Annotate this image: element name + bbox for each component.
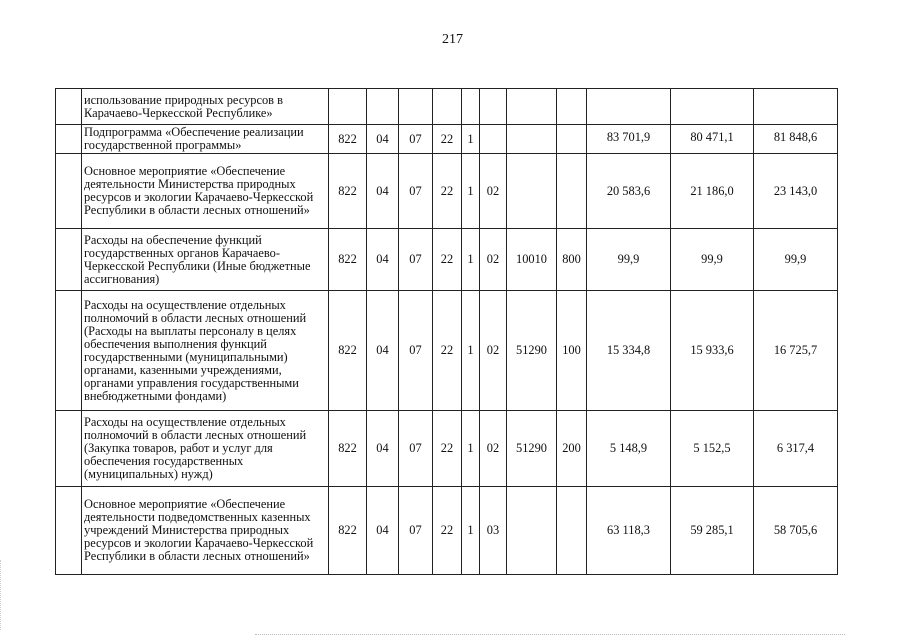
code-section: 04 xyxy=(367,487,399,575)
code-section xyxy=(367,89,399,125)
amount-year-3: 16 725,7 xyxy=(754,291,838,411)
code-program: 22 xyxy=(433,125,462,154)
amount-year-1: 5 148,9 xyxy=(587,411,671,487)
code-program: 22 xyxy=(433,229,462,291)
amount-year-1: 83 701,9 xyxy=(587,125,671,154)
row-description: Основное мероприятие «Обеспечение деятельности Министерства природных ресурсов и экологии Карачаево-Черкесской Республики в области лесных отношений» xyxy=(82,154,329,229)
amount-year-1: 63 118,3 xyxy=(587,487,671,575)
code-section: 04 xyxy=(367,411,399,487)
code-activity: 02 xyxy=(480,291,507,411)
code-subsection xyxy=(399,89,433,125)
code-program: 22 xyxy=(433,487,462,575)
budget-table xyxy=(55,88,838,575)
code-subsection: 07 xyxy=(399,154,433,229)
amount-year-2: 99,9 xyxy=(671,229,754,291)
code-subsection: 07 xyxy=(399,291,433,411)
amount-year-3: 58 705,6 xyxy=(754,487,838,575)
code-expense-type xyxy=(557,89,587,125)
amount-year-1: 15 334,8 xyxy=(587,291,671,411)
row-index-cell xyxy=(56,487,82,575)
code-expense-type xyxy=(557,125,587,154)
row-index-cell xyxy=(56,411,82,487)
table-row xyxy=(56,229,838,291)
code-activity: 02 xyxy=(480,154,507,229)
amount-year-2: 59 285,1 xyxy=(671,487,754,575)
table-row xyxy=(56,411,838,487)
row-description: использование природных ресурсов в Карачаево-Черкесской Республике» xyxy=(82,89,329,125)
code-direction: 10010 xyxy=(507,229,557,291)
row-description: Подпрограмма «Обеспечение реализации государственной программы» xyxy=(82,125,329,154)
row-description: Расходы на осуществление отдельных полномочий в области лесных отношений (Закупка товаров, работ и услуг для обеспечения государственных (муниципальных) нужд) xyxy=(82,411,329,487)
code-subprogram: 1 xyxy=(462,125,480,154)
amount-year-1 xyxy=(587,89,671,125)
table-row xyxy=(56,487,838,575)
row-description: Основное мероприятие «Обеспечение деятельности подведомственных казенных учреждений Министерства природных ресурсов и экологии Карачаево-Черкесской Республики в области лесных отношений» xyxy=(82,487,329,575)
amount-year-2 xyxy=(671,89,754,125)
code-expense-type xyxy=(557,487,587,575)
code-admin: 822 xyxy=(329,487,367,575)
code-expense-type: 200 xyxy=(557,411,587,487)
page-number: 217 xyxy=(442,32,463,47)
amount-year-3: 99,9 xyxy=(754,229,838,291)
table-row xyxy=(56,291,838,411)
code-expense-type: 800 xyxy=(557,229,587,291)
amount-year-2: 15 933,6 xyxy=(671,291,754,411)
code-admin: 822 xyxy=(329,125,367,154)
table-row xyxy=(56,154,838,229)
code-expense-type xyxy=(557,154,587,229)
code-admin: 822 xyxy=(329,291,367,411)
code-section: 04 xyxy=(367,291,399,411)
scan-edge-line xyxy=(255,634,845,635)
code-subprogram: 1 xyxy=(462,487,480,575)
code-admin: 822 xyxy=(329,229,367,291)
code-activity: 02 xyxy=(480,229,507,291)
code-activity: 03 xyxy=(480,487,507,575)
scan-margin-mark xyxy=(0,560,4,630)
row-index-cell xyxy=(56,89,82,125)
amount-year-3: 81 848,6 xyxy=(754,125,838,154)
code-program xyxy=(433,89,462,125)
code-admin xyxy=(329,89,367,125)
code-section: 04 xyxy=(367,229,399,291)
code-subprogram: 1 xyxy=(462,154,480,229)
code-activity xyxy=(480,89,507,125)
code-activity: 02 xyxy=(480,411,507,487)
code-admin: 822 xyxy=(329,154,367,229)
row-index-cell xyxy=(56,125,82,154)
amount-year-3: 23 143,0 xyxy=(754,154,838,229)
amount-year-2: 21 186,0 xyxy=(671,154,754,229)
code-subprogram: 1 xyxy=(462,411,480,487)
amount-year-3: 6 317,4 xyxy=(754,411,838,487)
code-section: 04 xyxy=(367,125,399,154)
row-index-cell xyxy=(56,229,82,291)
row-description: Расходы на обеспечение функций государственных органов Карачаево-Черкесской Республики (Иные бюджетные ассигнования) xyxy=(82,229,329,291)
row-index-cell xyxy=(56,291,82,411)
code-program: 22 xyxy=(433,411,462,487)
code-direction xyxy=(507,487,557,575)
code-direction xyxy=(507,154,557,229)
amount-year-3 xyxy=(754,89,838,125)
amount-year-2: 80 471,1 xyxy=(671,125,754,154)
table-row xyxy=(56,89,838,125)
code-subsection: 07 xyxy=(399,125,433,154)
code-subsection: 07 xyxy=(399,411,433,487)
code-subsection: 07 xyxy=(399,487,433,575)
code-program: 22 xyxy=(433,154,462,229)
code-activity xyxy=(480,125,507,154)
code-subsection: 07 xyxy=(399,229,433,291)
amount-year-2: 5 152,5 xyxy=(671,411,754,487)
code-section: 04 xyxy=(367,154,399,229)
table-row xyxy=(56,125,838,154)
amount-year-1: 20 583,6 xyxy=(587,154,671,229)
code-admin: 822 xyxy=(329,411,367,487)
amount-year-1: 99,9 xyxy=(587,229,671,291)
row-index-cell xyxy=(56,154,82,229)
row-description: Расходы на осуществление отдельных полномочий в области лесных отношений (Расходы на выплаты персоналу в целях обеспечения выполнения функций государственными (муниципальными) органами, казенными учреждениями, органами управления государственными внебюджетными фондами) xyxy=(82,291,329,411)
code-subprogram: 1 xyxy=(462,291,480,411)
code-direction: 51290 xyxy=(507,411,557,487)
code-direction xyxy=(507,89,557,125)
code-direction: 51290 xyxy=(507,291,557,411)
code-subprogram: 1 xyxy=(462,229,480,291)
code-direction xyxy=(507,125,557,154)
code-expense-type: 100 xyxy=(557,291,587,411)
code-subprogram xyxy=(462,89,480,125)
code-program: 22 xyxy=(433,291,462,411)
